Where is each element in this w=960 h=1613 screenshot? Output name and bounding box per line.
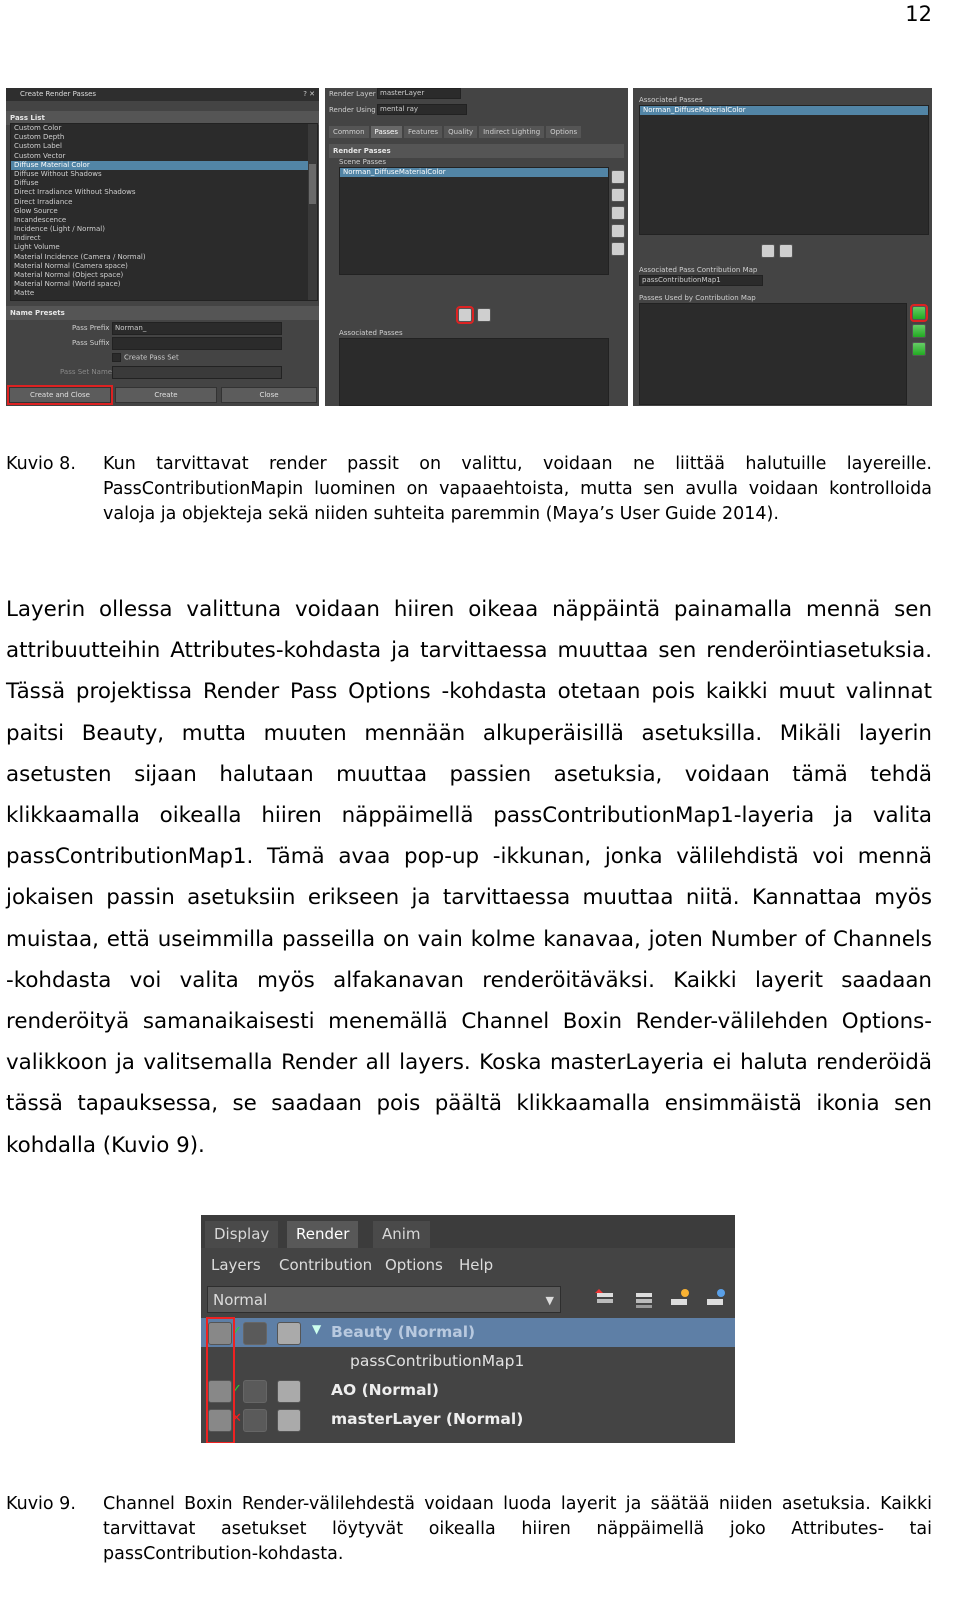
pass-list-item[interactable]: Custom Vector [14, 151, 66, 160]
blend-mode-select[interactable] [207, 1286, 561, 1313]
pass-list-item[interactable]: Custom Depth [14, 133, 65, 142]
pass-list-item[interactable]: Matte [14, 289, 35, 298]
copy-pass-icon[interactable] [611, 206, 625, 220]
add-pass-to-map-icon[interactable] [912, 306, 926, 320]
create-pass-set-checkbox[interactable] [112, 353, 179, 362]
pass-list-item[interactable]: Diffuse Material Color [11, 161, 317, 170]
pass-list-item[interactable]: Direct Irradiance [14, 197, 73, 206]
render-off-icon: ✕ [231, 1411, 242, 1426]
remove-pass-from-map-icon[interactable] [912, 324, 926, 338]
render-using-select[interactable]: mental ray [377, 104, 467, 115]
caption-number: Kuvio 9. [6, 1494, 76, 1514]
contribution-map-label: Associated Pass Contribution Map [639, 266, 758, 274]
layer-attributes-icon[interactable] [277, 1380, 301, 1403]
render-layer-row[interactable] [201, 1376, 735, 1405]
render-layer-name: masterLayer (Normal) [331, 1410, 524, 1428]
add-to-map-icon[interactable] [761, 244, 775, 258]
tab-options[interactable]: Options [546, 126, 581, 138]
pass-list-item[interactable]: Incidence (Light / Normal) [14, 225, 105, 234]
associated-passes-label: Associated Passes [339, 329, 403, 337]
select-pass-icon[interactable] [611, 242, 625, 256]
pass-list-item[interactable]: Diffuse [14, 179, 39, 188]
render-layer-name: AO (Normal) [331, 1381, 439, 1399]
page-number: 12 [905, 2, 932, 26]
pass-list-item[interactable]: Direct Irradiance Without Shadows [14, 188, 136, 197]
layer-attributes-icon[interactable] [277, 1322, 301, 1345]
associate-pass-icon[interactable] [458, 308, 472, 322]
pass-list-item[interactable]: Incandescence [14, 215, 67, 224]
pass-list-header: Pass List [6, 111, 319, 125]
figure-8-screenshots [6, 88, 932, 406]
render-using-label: Render Using [329, 106, 376, 114]
scene-passes-list[interactable] [339, 167, 609, 275]
pass-list-item[interactable]: Indirect [14, 234, 41, 243]
create-pass-icon[interactable] [611, 170, 625, 184]
figure-9-caption [6, 1492, 932, 1572]
new-layer-from-selection-icon[interactable] [668, 1287, 692, 1311]
create-render-passes-window [6, 88, 319, 406]
render-layer-row[interactable] [201, 1405, 735, 1434]
pass-prefix-input[interactable]: Norman_ [112, 322, 282, 335]
move-layer-icon[interactable] [593, 1287, 617, 1311]
scene-passes-label: Scene Passes [339, 158, 387, 166]
recycle-image-icon[interactable] [243, 1322, 267, 1345]
render-layer-label: Render Layer [329, 90, 376, 98]
pass-list-scrollbar[interactable] [308, 124, 317, 300]
layer-attributes-icon[interactable] [277, 1409, 301, 1432]
create-pass-set-label: Create Pass Set [124, 353, 179, 362]
tab-passes[interactable]: Passes [371, 126, 402, 138]
render-settings-tabs [329, 126, 583, 138]
channel-box-tabs [201, 1215, 735, 1248]
pass-list-item[interactable]: Material Normal (Camera space) [14, 261, 128, 270]
figure-9-channel-box [201, 1215, 735, 1443]
pass-list[interactable] [10, 123, 318, 301]
window-title: Create Render Passes [20, 90, 97, 98]
create-button[interactable]: Create [115, 387, 217, 403]
tab-render[interactable]: Render [287, 1221, 358, 1248]
pass-list-item[interactable]: Material Normal (Object space) [14, 271, 124, 279]
create-and-close-button[interactable]: Create and Close [9, 387, 111, 403]
tab-quality[interactable]: Quality [444, 126, 477, 138]
new-empty-layer-icon[interactable] [704, 1287, 728, 1311]
tab-anim[interactable]: Anim [373, 1221, 430, 1248]
chevron-down-icon: ▼ [545, 1294, 554, 1307]
associated-passes-list[interactable] [639, 105, 929, 235]
tab-common[interactable]: Common [329, 126, 369, 138]
menu-layers[interactable]: Layers [211, 1256, 261, 1274]
menu-options[interactable]: Options [385, 1256, 443, 1274]
window-buttons[interactable]: ? ✕ [303, 90, 315, 98]
contribution-settings-icon[interactable] [912, 342, 926, 356]
render-passes-section: Render Passes [329, 144, 624, 158]
body-paragraph: Layerin ollessa valittuna voidaan hiiren oikeaa näppäintä painamalla mennä sen attribuutteihin Attributes-kohdasta ja tarvittaessa muuttaa sen renderöintiasetuksia. Tässä projektissa Render Pass Options -kohdasta otetaan pois kaikki muut valinnat paitsi Beauty, mutta muuten mennään alkuperäisillä asetuksilla. Mikäli layerin asetusten sijaan halutaan muuttaa passien asetuksia, voidaan tämä tehdä klikkaamalla oikealla hiiren näppäimellä passContributionMap1-layeria ja valita passContributionMap1. Tämä avaa pop-up -ikkunan, jonka välilehdistä voi mennä jokaisen passin asetuksiin erikseen ja tarvittaessa muuttaa niitä. Kannattaa myös muistaa, että useimmilla passeilla on vain kolme kanavaa, joten Number of Channels -kohdasta voi valita myös alfakanavan renderöitäväksi. Kaikki layerit saadaan renderöityä samanaikaisesti menemällä Channel Boxin Render-välilehden Options-valikkoon ja valitsemalla Render all layers. Koska masterLayeria ei haluta renderöidä tässä tapauksessa, se saadaan pois päältä klikkaamalla ensimmäistä ikonia sen kohdalla (Kuvio 9). [6, 597, 932, 1158]
scene-pass-item[interactable]: Norman_DiffuseMaterialColor [340, 168, 608, 177]
expand-chevron-icon[interactable]: ▼ [312, 1322, 322, 1336]
render-layer-row[interactable] [201, 1318, 735, 1347]
caption-number: Kuvio 8. [6, 454, 76, 474]
pass-suffix-input[interactable] [112, 337, 282, 350]
pass-list-item[interactable]: Material Incidence (Camera / Normal) [14, 252, 146, 261]
render-settings-window [325, 88, 628, 406]
render-toggle-highlight [206, 1317, 235, 1443]
tab-features[interactable]: Features [404, 126, 442, 138]
render-layer-name: Beauty (Normal) [331, 1323, 476, 1341]
caption-text: Kun tarvittavat render passit on valittu, voidaan ne liittää halutuille layereille. PassContributionMapin luominen on vapaaehtoista, mutta sen avulla voidaan kontrolloida valoja ja objekteja sekä niiden suhteita paremmin (Maya’s User Guide 2014). [103, 454, 932, 524]
menu-contribution[interactable]: Contribution [279, 1256, 373, 1274]
layer-menu-bar [201, 1254, 735, 1278]
close-button[interactable]: Close [221, 387, 317, 403]
pass-prefix-label: Pass Prefix [72, 324, 110, 332]
new-layer-icon[interactable] [632, 1287, 656, 1311]
recycle-image-icon[interactable] [243, 1380, 267, 1403]
associated-passes-list[interactable] [339, 338, 609, 406]
pass-suffix-label: Pass Suffix [72, 339, 110, 347]
blend-mode-value: Normal [213, 1291, 268, 1309]
pass-list-item[interactable]: Light Volume [14, 243, 60, 252]
associated-passes-label: Associated Passes [639, 96, 703, 104]
name-presets-header: Name Presets [6, 306, 319, 320]
pass-set-name-input[interactable] [112, 366, 282, 379]
remove-from-map-icon[interactable] [779, 244, 793, 258]
caption-text: Channel Boxin Render-välilehdestä voidaan luoda layerit ja säätää niiden asetuksia. Kaikki tarvittavat asetukset löytyvät oikealla hiiren näppäimellä joko Attributes- tai passContribution-kohdasta. [103, 1494, 932, 1564]
pass-settings-icon[interactable] [611, 188, 625, 202]
contribution-map-select[interactable]: passContributionMap1 [639, 275, 763, 286]
menu-help[interactable]: Help [459, 1256, 494, 1274]
pass-list-item[interactable]: Custom Color [14, 124, 62, 132]
passes-used-list[interactable] [639, 303, 907, 405]
pass-set-name-label: Pass Set Name [60, 368, 113, 376]
associated-pass-item[interactable]: Norman_DiffuseMaterialColor [640, 106, 928, 115]
disassociate-pass-icon[interactable] [477, 308, 491, 322]
delete-pass-icon[interactable] [611, 224, 625, 238]
render-on-icon: ✓ [231, 1382, 242, 1397]
render-layer-row[interactable] [201, 1347, 735, 1376]
pass-list-item[interactable]: Diffuse Without Shadows [14, 169, 102, 178]
passes-used-label: Passes Used by Contribution Map [639, 294, 756, 302]
figure-8-caption [6, 452, 932, 562]
pass-list-item[interactable]: Material Normal (World space) [14, 280, 121, 289]
tab-display[interactable]: Display [205, 1221, 278, 1248]
tab-indirect-lighting[interactable]: Indirect Lighting [479, 126, 544, 138]
render-layer-select[interactable]: masterLayer [377, 88, 461, 99]
pass-list-item[interactable]: Custom Label [14, 142, 62, 151]
render-on-icon: ✓ [231, 1324, 242, 1339]
window-titlebar [6, 88, 319, 101]
render-layer-name: passContributionMap1 [350, 1352, 525, 1370]
contribution-map-panel [633, 88, 932, 406]
pass-list-item[interactable]: Glow Source [14, 206, 58, 215]
recycle-image-icon[interactable] [243, 1409, 267, 1432]
